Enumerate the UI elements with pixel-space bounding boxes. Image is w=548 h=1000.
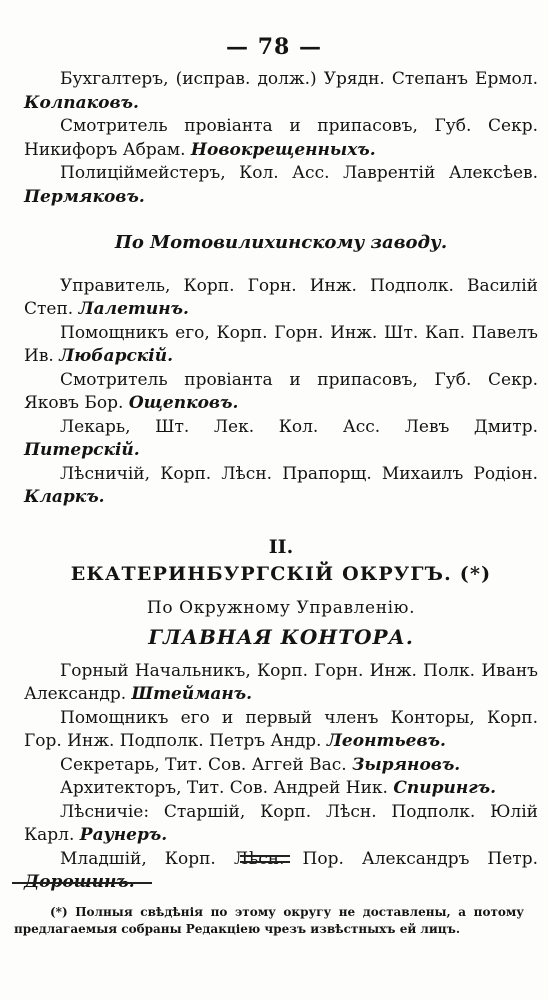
entry-text: Смотритель провіанта и припасовъ, Губ. Секр. Яковъ Бор. xyxy=(24,369,538,413)
subheading-office: ГЛАВНАЯ КОНТОРА. xyxy=(148,625,414,649)
entry-text: Помощникъ его и первый членъ Конторы, Корп. Гор. Инж. Подполк. Петръ Андр. xyxy=(24,707,538,751)
heading-motovilikha: По Мотовилихинскому заводу. xyxy=(114,232,448,253)
entry-surname: Новокрещенныхъ. xyxy=(190,139,376,160)
entry-surname: Ощепковъ. xyxy=(128,393,239,413)
entries-top-list xyxy=(24,68,538,209)
entry-surname: Раунеръ. xyxy=(79,825,168,845)
entry-surname: Пермяковъ. xyxy=(24,186,145,207)
entry xyxy=(24,801,538,848)
entry xyxy=(24,754,538,778)
page-number: — 78 — xyxy=(226,34,322,60)
entry-surname: Лалетинъ. xyxy=(78,299,189,319)
entry-text: Секретарь, Тит. Сов. Аггей Вас. xyxy=(60,754,353,775)
entry-text: Смотритель провіанта и припасовъ, Губ. Секр. Никифоръ Абрам. xyxy=(24,116,538,160)
entry-text: Лѣсничіе: Старшій, Корп. Лѣсн. Подполк. Юлій Карл. xyxy=(24,801,538,845)
entry-surname: Зыряновъ. xyxy=(352,754,461,775)
entry xyxy=(24,322,538,369)
entry-text: Управитель, Корп. Горн. Инж. Подполк. Василій Степ. xyxy=(24,275,538,319)
entry-surname: Колпаковъ. xyxy=(24,92,139,113)
entry-surname: Спирингъ. xyxy=(393,778,497,798)
section-end-rule xyxy=(240,855,290,863)
entry-surname: Штейманъ. xyxy=(131,684,253,704)
entry xyxy=(24,162,538,209)
entry-text: Горный Начальникъ, Корп. Горн. Инж. Полк. Иванъ Александр. xyxy=(24,660,538,704)
section-numeral: II. xyxy=(268,535,294,558)
subheading-district: По Окружному Управленію. xyxy=(146,597,416,618)
entry-surname: Дорошинъ. xyxy=(24,872,135,892)
entry-text: Полиціймейстеръ, Кол. Асс. Лаврентій Алексѣев. xyxy=(60,163,538,183)
entry-surname: Питерскій. xyxy=(24,440,140,460)
page-body xyxy=(24,68,538,895)
entry xyxy=(24,707,538,754)
entry-surname: Леонтьевъ. xyxy=(326,731,446,751)
entry xyxy=(24,660,538,707)
footnote: (*) Полныя свѣдѣнія по этому округу не доставлены, а потому предлагаемыя собраны Редакціею чрезъ извѣстныхъ ей лицъ. xyxy=(14,905,524,936)
entry-surname: Любарскій. xyxy=(59,346,174,366)
entry-text: Лекарь, Шт. Лек. Кол. Асс. Левъ Дмитр. xyxy=(60,416,538,437)
entry-text: Младшій, Корп. Лѣсн. Пор. Александръ Петр. xyxy=(60,848,538,869)
entry-text: Помощникъ его, Корп. Горн. Инж. Шт. Кап. Павелъ Ив. xyxy=(24,322,538,366)
entry xyxy=(24,463,538,510)
entries-motovilikha-list xyxy=(24,275,538,510)
entry xyxy=(24,115,538,162)
entry-text: Бухгалтеръ, (исправ. долж.) Урядн. Степанъ Ермол. xyxy=(60,69,538,89)
entry xyxy=(24,369,538,416)
footnote-separator xyxy=(12,882,152,884)
entry-text: Архитекторъ, Тит. Сов. Андрей Ник. xyxy=(60,778,394,798)
entry xyxy=(24,416,538,463)
district-title: ЕКАТЕРИНБУРГСКІЙ ОКРУГЪ. (*) xyxy=(70,563,492,585)
entry xyxy=(24,275,538,322)
entry xyxy=(24,68,538,115)
entry-text: Лѣсничій, Корп. Лѣсн. Прапорщ. Михаилъ Родіон. xyxy=(60,463,538,484)
entry-surname: Кларкъ. xyxy=(24,487,105,507)
entry xyxy=(24,777,538,801)
